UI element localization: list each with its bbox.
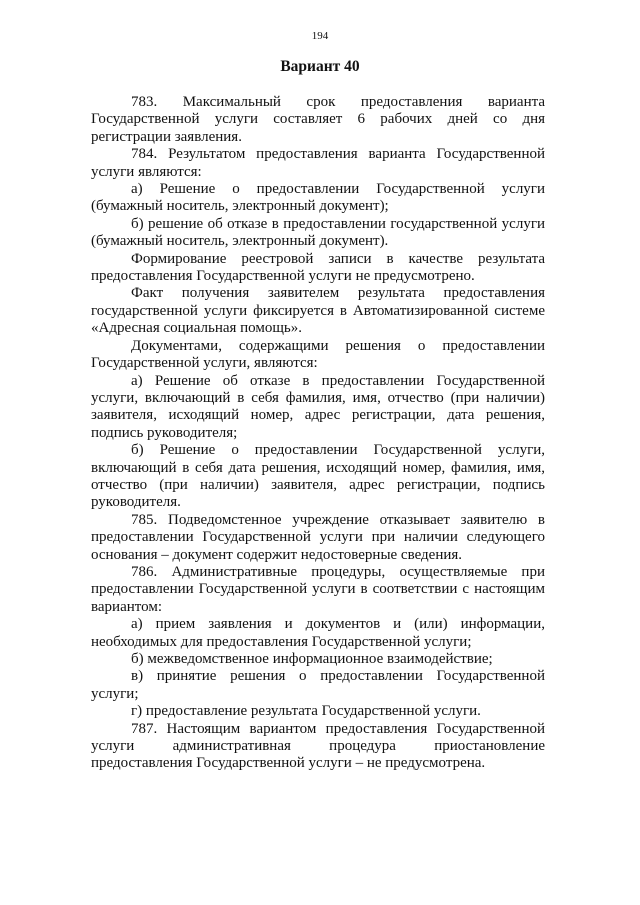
paragraph-785: 785. Подведомстенное учреждение отказывает заявителю в предоставлении Государственной услуги при наличии следующего основания – документ содержит недостоверные сведения. (91, 511, 545, 563)
list-item-784-a: а) Решение о предоставлении Государственной услуги (бумажный носитель, электронный документ); (91, 181, 545, 215)
list-item-786-c: в) принятие решения о предоставлении Государственной услуги; (91, 668, 545, 702)
document-body (91, 94, 545, 773)
paragraph-783: 783. Максимальный срок предоставления варианта Государственной услуги составляет 6 рабочих дней со дня регистрации заявления. (91, 94, 545, 145)
list-item-786-a: а) прием заявления и документов и (или) информации, необходимых для предоставления Государственной услуги; (91, 616, 545, 650)
list-item-decision-a: а) Решение об отказе в предоставлении Государственной услуги, включающий в себя фамилия, имя, отчество (при наличии) заявителя, исходящий номер, адрес регистрации, дата решения, подпись руководителя; (91, 372, 545, 441)
paragraph-registry-record: Формирование реестровой записи в качестве результата предоставления Государственной услуги не предусмотрено. (91, 250, 545, 285)
list-item-786-d: г) предоставление результата Государственной услуги. (131, 703, 481, 720)
paragraph-result-fact: Факт получения заявителем результата предоставления государственной услуги фиксируется в Автоматизированной системе «Адресная социальная помощь». (91, 285, 545, 337)
list-item-784-b: б) решение об отказе в предоставлении государственной услуги (бумажный носитель, электронный документ). (91, 215, 545, 250)
list-item-decision-b: б) Решение о предоставлении Государственной услуги, включающий в себя дата решения, исходящий номер, фамилия, имя, отчество (при наличии) заявителя, адрес регистрации, подпись руководителя. (91, 442, 545, 511)
page-number: 194 (311, 30, 329, 42)
paragraph-decision-documents: Документами, содержащими решения о предоставлении Государственной услуги, являются: (91, 337, 545, 372)
paragraph-786: 786. Административные процедуры, осуществляемые при предоставлении Государственной услуги в соответствии с настоящим вариантом: (91, 563, 545, 615)
paragraph-784: 784. Результатом предоставления варианта Государственной услуги являются: (91, 146, 545, 180)
paragraph-787: 787. Настоящим вариантом предоставления Государственной услуги административная процедура приостановление предоставления Государственной услуги – не предусмотрена. (91, 720, 545, 772)
list-item-786-b: б) межведомственное информационное взаимодействие; (131, 651, 493, 667)
page-title: Вариант 40 (280, 58, 360, 75)
